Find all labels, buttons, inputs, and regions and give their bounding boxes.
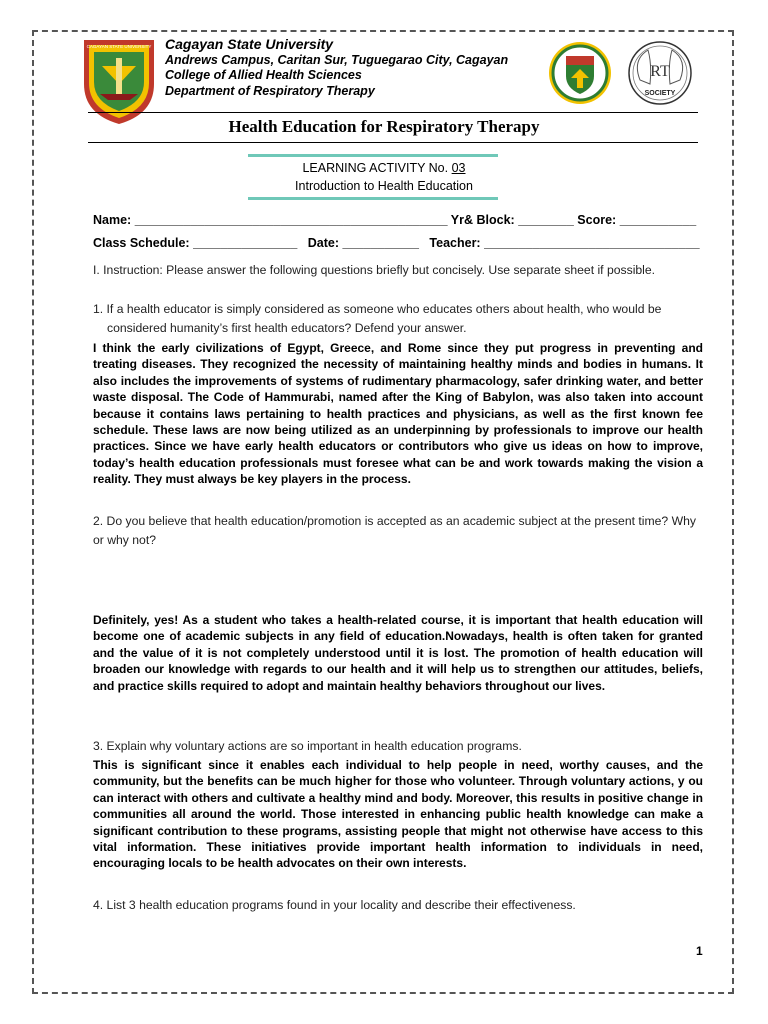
date-label: Date: <box>307 236 340 250</box>
teacher-label: Teacher: <box>429 236 481 250</box>
answer-3: This is significant since it enables each individual to help people in need, worthy causes, and the community, but the benefits can be much higher for those who volunteer. Through voluntary actions, y ou can interact with others and cultivate a healthy mind and body. Moreover, this results in positive change in communities all around the world. Those interested in enhancing public health knowledge can make a significant contribution to these programs, assisting people that might not otherwise have access to this vital information. These initiatives provide important health information to individuals in need, encouraging locals to be health advocates on their own interests. <box>93 758 703 871</box>
department-name: Department of Respiratory Therapy <box>165 83 375 98</box>
question-3: 3. Explain why voluntary actions are so important in health education programs. <box>93 739 522 753</box>
header-rule <box>88 112 698 113</box>
teacher-field[interactable]: _______________________________ <box>484 236 700 250</box>
activity-label: LEARNING ACTIVITY No. <box>302 161 449 175</box>
instruction-text: I. Instruction: Please answer the following questions briefly but concisely. Use separate sheet if possible. <box>93 263 656 277</box>
document-title: Health Education for Respiratory Therapy <box>228 117 540 136</box>
activity-subtitle: Introduction to Health Education <box>295 179 473 193</box>
activity-number-value: 03 <box>451 161 466 175</box>
page-number: 1 <box>696 944 703 958</box>
answer-1: I think the early civilizations of Egypt, Greece, and Rome since they put progress in preventing and treating diseases. They recognized the necessity of maintaining healthy minds and bodies in humans. It also includes the improvements of systems of rudimentary pharmacology, safer drinking water, and better waste disposal. The Code of Hammurabi, named after the King of Babylon, was also taken into account because it contains laws pertaining to health practices and physicians, as well as the first known fee schedule. These laws are now being utilized as an underpinning by professionals to improve our health practices. Since we have early health educators or contributors who give us ideas on how to improve, today’s health education professionals must foresee what can be and work towards making the vision a reality. They must always be key players in the process. <box>93 341 703 487</box>
activity-top-bar <box>248 154 498 157</box>
question-4: 4. List 3 health education programs found in your locality and describe their effectiveness. <box>93 898 576 912</box>
svg-text:RT: RT <box>650 63 670 80</box>
activity-bottom-bar <box>248 197 498 200</box>
date-field[interactable]: ___________ <box>342 236 419 250</box>
university-name: Cagayan State University <box>165 36 334 52</box>
college-name: College of Allied Health Sciences <box>165 68 362 82</box>
question-1: 1. If a health educator is simply considered as someone who educates others about health, who would be <box>93 302 662 316</box>
title-rule <box>88 142 698 143</box>
college-seal-logo <box>540 40 620 106</box>
svg-text:CAGAYAN STATE UNIVERSITY: CAGAYAN STATE UNIVERSITY <box>86 44 152 49</box>
question-1-cont: considered humanity’s first health educators? Defend your answer. <box>107 321 467 335</box>
activity-number <box>0 161 768 175</box>
svg-text:SOCIETY: SOCIETY <box>644 90 676 97</box>
yrblock-field[interactable]: ________ <box>518 213 574 227</box>
answer-2: Definitely, yes! As a student who takes a health-related course, it is important that health education will become one of academic subjects in any field of education.Nowadays, health is often taken for granted and the value of it is not completely understood until it is lost. The promotion of health education will broaden our knowledge with regards to our health and it will help us to strengthen our attitudes, beliefs, and practice skills required to adopt and maintain healthy behaviors throughout our lives. <box>93 613 703 693</box>
schedule-field[interactable]: _______________ <box>193 236 298 250</box>
yrblock-label: Yr& Block: <box>450 213 515 227</box>
score-label: Score: <box>577 213 617 227</box>
society-logo <box>620 40 700 106</box>
schedule-label: Class Schedule: <box>93 236 190 250</box>
form-row-1 <box>93 213 696 227</box>
name-label: Name: <box>93 213 132 227</box>
score-field[interactable]: ___________ <box>619 213 697 227</box>
institution-header <box>165 37 508 99</box>
form-row-2 <box>93 236 700 250</box>
campus-address: Andrews Campus, Caritan Sur, Tuguegarao City, Cagayan <box>165 52 509 67</box>
name-field[interactable]: _____________________________________________ <box>134 213 448 227</box>
question-2: 2. Do you believe that health education/promotion is accepted as an academic subject at the present time? Why or why not? <box>93 514 696 547</box>
